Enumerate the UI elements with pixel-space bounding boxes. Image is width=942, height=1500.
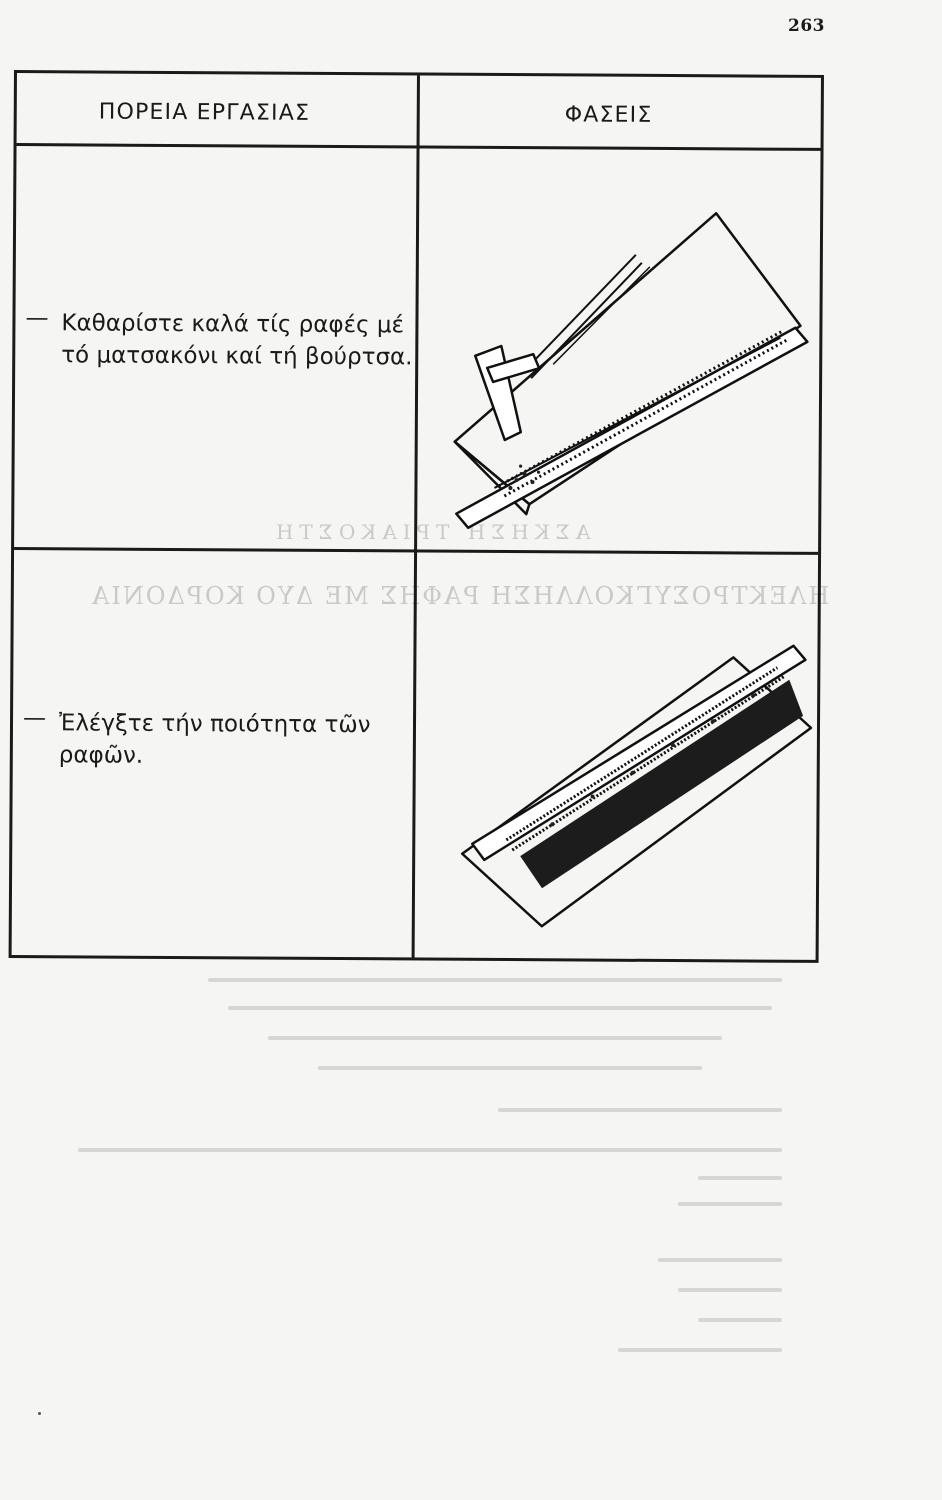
step-instruction-line: Καθαρίστε καλά τίς ραφές μέ	[61, 310, 405, 339]
step-instruction-line: Ἐλέγξτε τήν ποιότητα τῶν	[58, 710, 371, 739]
finished-weld-figure	[432, 616, 824, 948]
bullet-dash: —	[22, 705, 47, 732]
bleed-through-marks	[60, 960, 820, 1380]
bleed-through-subheading: ΗΛΕΚΤΡΟΣΥΓΚΟΛΛΗΣΗ ΡΑΦΗΣ ΜΕ ΔΥΟ ΚΟΡΔΟΝΙΑ	[90, 582, 830, 610]
weld-cleaning-figure	[434, 196, 826, 538]
column-divider	[412, 75, 420, 957]
bleed-through-heading: ΑΣΚΗΣΗ ΤΡΙΑΚΟΣΤΗ	[270, 520, 591, 544]
step-instruction-line: τό ματσακόνι καί τή βούρτσα.	[61, 342, 413, 371]
procedure-table	[9, 70, 824, 963]
phases-column-header: ΦΑΣΕΙΣ	[564, 102, 653, 128]
speck-mark	[38, 1412, 41, 1415]
procedure-column-header: ΠΟΡΕΙΑ ΕΡΓΑΣΙΑΣ	[98, 99, 311, 126]
page-number: 263	[788, 16, 825, 36]
step-instruction-line: ραφῶν.	[58, 742, 144, 769]
bullet-dash: —	[25, 305, 49, 332]
